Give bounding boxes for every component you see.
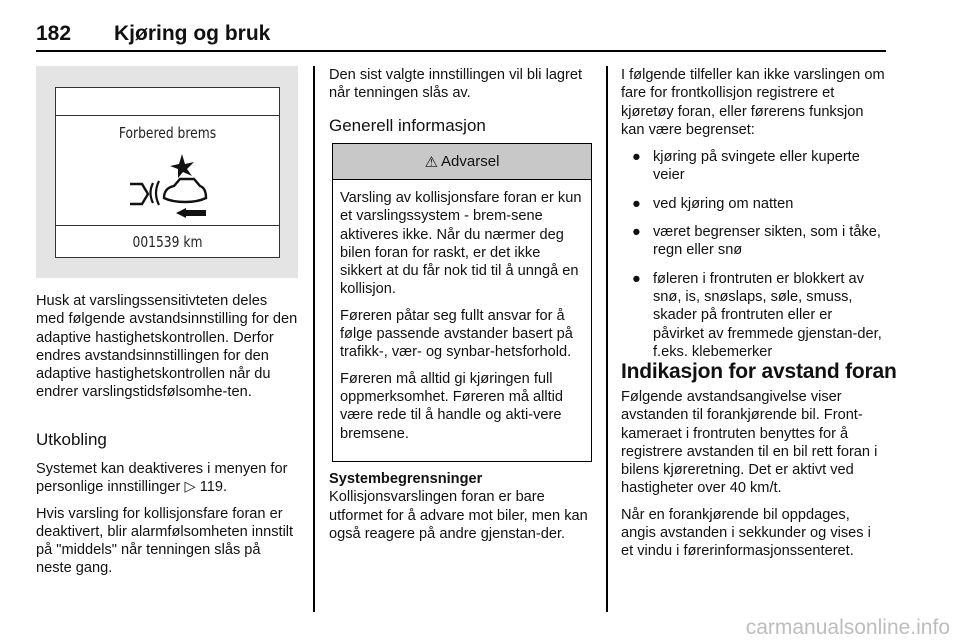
middle-intro-text: Den sist valgte innstillingen vil bli lagret når tenningen slås av. <box>329 67 583 102</box>
subheading-systembegrensninger: Systembegrensninger <box>329 471 483 487</box>
deactivate-paragraph <box>36 460 298 497</box>
display-illustration <box>36 66 298 278</box>
warning-box <box>332 143 592 462</box>
list-item-text: ved kjøring om natten <box>653 195 794 212</box>
odometer-readout: 001539 km <box>132 233 203 251</box>
left-intro-text: Husk at varslingssensitivteten deles med følgende avstandsinnstilling for den adaptive hastighetskontrollen. Derfor endres avstandsinnstillingen for den adaptive hastighetskontrollen når du endrer varslingstidsfølsomhe-ten. <box>36 293 298 401</box>
header-rule <box>36 50 886 52</box>
list-item-text: føleren i frontruten er blokkert av snø, is, snøslaps, søle, smuss, skader på frontruten eller er påvirket av fremmede gjenstan-der, f.eks. klebemerker <box>653 270 882 360</box>
warning-header <box>333 144 591 180</box>
distance-display-paragraph: Når en forankjørende bil oppdages, angis avstanden i sekkunder og vises i et vindu i førerinformasjonssenteret. <box>621 506 871 560</box>
left-body <box>36 460 298 578</box>
warning-paragraph: Varsling av kollisjonsfare foran er kun et varslingssystem - brem-sene aktiveres ikke. Når du nærmer deg bilen foran for raskt, er det ikke sikkert at du får nok tid til å unngå en kollisjon. <box>340 190 582 298</box>
bullet-icon: ● <box>632 149 641 166</box>
column-divider-1 <box>313 66 315 612</box>
list-item-text: kjøring på svingete eller kuperte veier <box>653 149 860 184</box>
warning-icon: ⚠ <box>424 153 439 171</box>
display-divider-top <box>56 115 279 116</box>
list-item <box>621 148 887 185</box>
bullet-icon: ● <box>632 195 641 212</box>
middle-limits <box>329 470 591 543</box>
instrument-display <box>55 87 280 258</box>
column-divider-2 <box>606 66 608 612</box>
page-ref-link[interactable]: 119. <box>199 479 228 496</box>
deactivate-text: Systemet kan deaktiveres i menyen for personlige innstillinger <box>36 461 288 496</box>
list-item <box>621 270 887 361</box>
warning-body <box>333 180 591 443</box>
right-intro-text: I følgende tilfeller kan ikke varslingen om fare for frontkollisjon registrere et kjøretøy foran, eller førerens funksjon kan være begrenset: <box>621 67 885 138</box>
display-message: Forbered brems <box>118 124 217 142</box>
limitation-list <box>621 148 887 361</box>
heading-indikasjon-avstand: Indikasjon for avstand foran <box>621 360 897 383</box>
middle-intro <box>329 66 591 103</box>
left-intro <box>36 292 298 402</box>
page-title: Kjøring og bruk <box>114 22 271 45</box>
warning-paragraph: Føreren må alltid gi kjøringen full oppmerksomhet. Føreren må alltid være rede til å handle og akti-vere bremsene. <box>340 370 564 442</box>
list-item-text: været begrenser sikten, som i tåke, regn eller snø <box>653 224 881 259</box>
sensitivity-paragraph: Hvis varsling for kollisjonsfare foran er deaktivert, blir alarmfølsomheten innstilt på "middels" når tenningen slås på neste gang. <box>36 505 294 577</box>
bullet-icon: ● <box>632 270 641 287</box>
distance-paragraph: Følgende avstandsangivelse viser avstanden til forankjørende bil. Front-kameraet i frontruten benyttes for å registrere avstanden til en bil rett foran i bilens kjøreretning. Det er aktivt ved hastigheter over 40 km/t. <box>621 389 878 497</box>
right-body <box>621 388 887 561</box>
page-header <box>36 22 270 46</box>
list-item <box>621 223 887 260</box>
collision-warning-icon <box>128 150 208 218</box>
warning-paragraph: Føreren påtar seg fullt ansvar for å følge passende avstander basert på trafikk-, vær- og synbar-hetsforhold. <box>340 307 573 361</box>
display-divider-bottom <box>56 225 279 226</box>
page-ref-arrow-icon: ▷ <box>184 479 196 496</box>
heading-generell-informasjon: Generell informasjon <box>329 116 486 135</box>
warning-title: Advarsel <box>441 153 500 170</box>
limits-text: Kollisjonsvarslingen foran er bare utformet for å advare mot biler, men kan også reagere på andre gjenstan-der. <box>329 489 588 542</box>
right-column <box>621 66 887 371</box>
watermark: carmanualsonline.info <box>745 616 950 639</box>
bullet-icon: ● <box>632 224 641 241</box>
heading-utkobling: Utkobling <box>36 430 107 449</box>
page-number: 182 <box>36 22 72 45</box>
list-item <box>621 195 887 213</box>
